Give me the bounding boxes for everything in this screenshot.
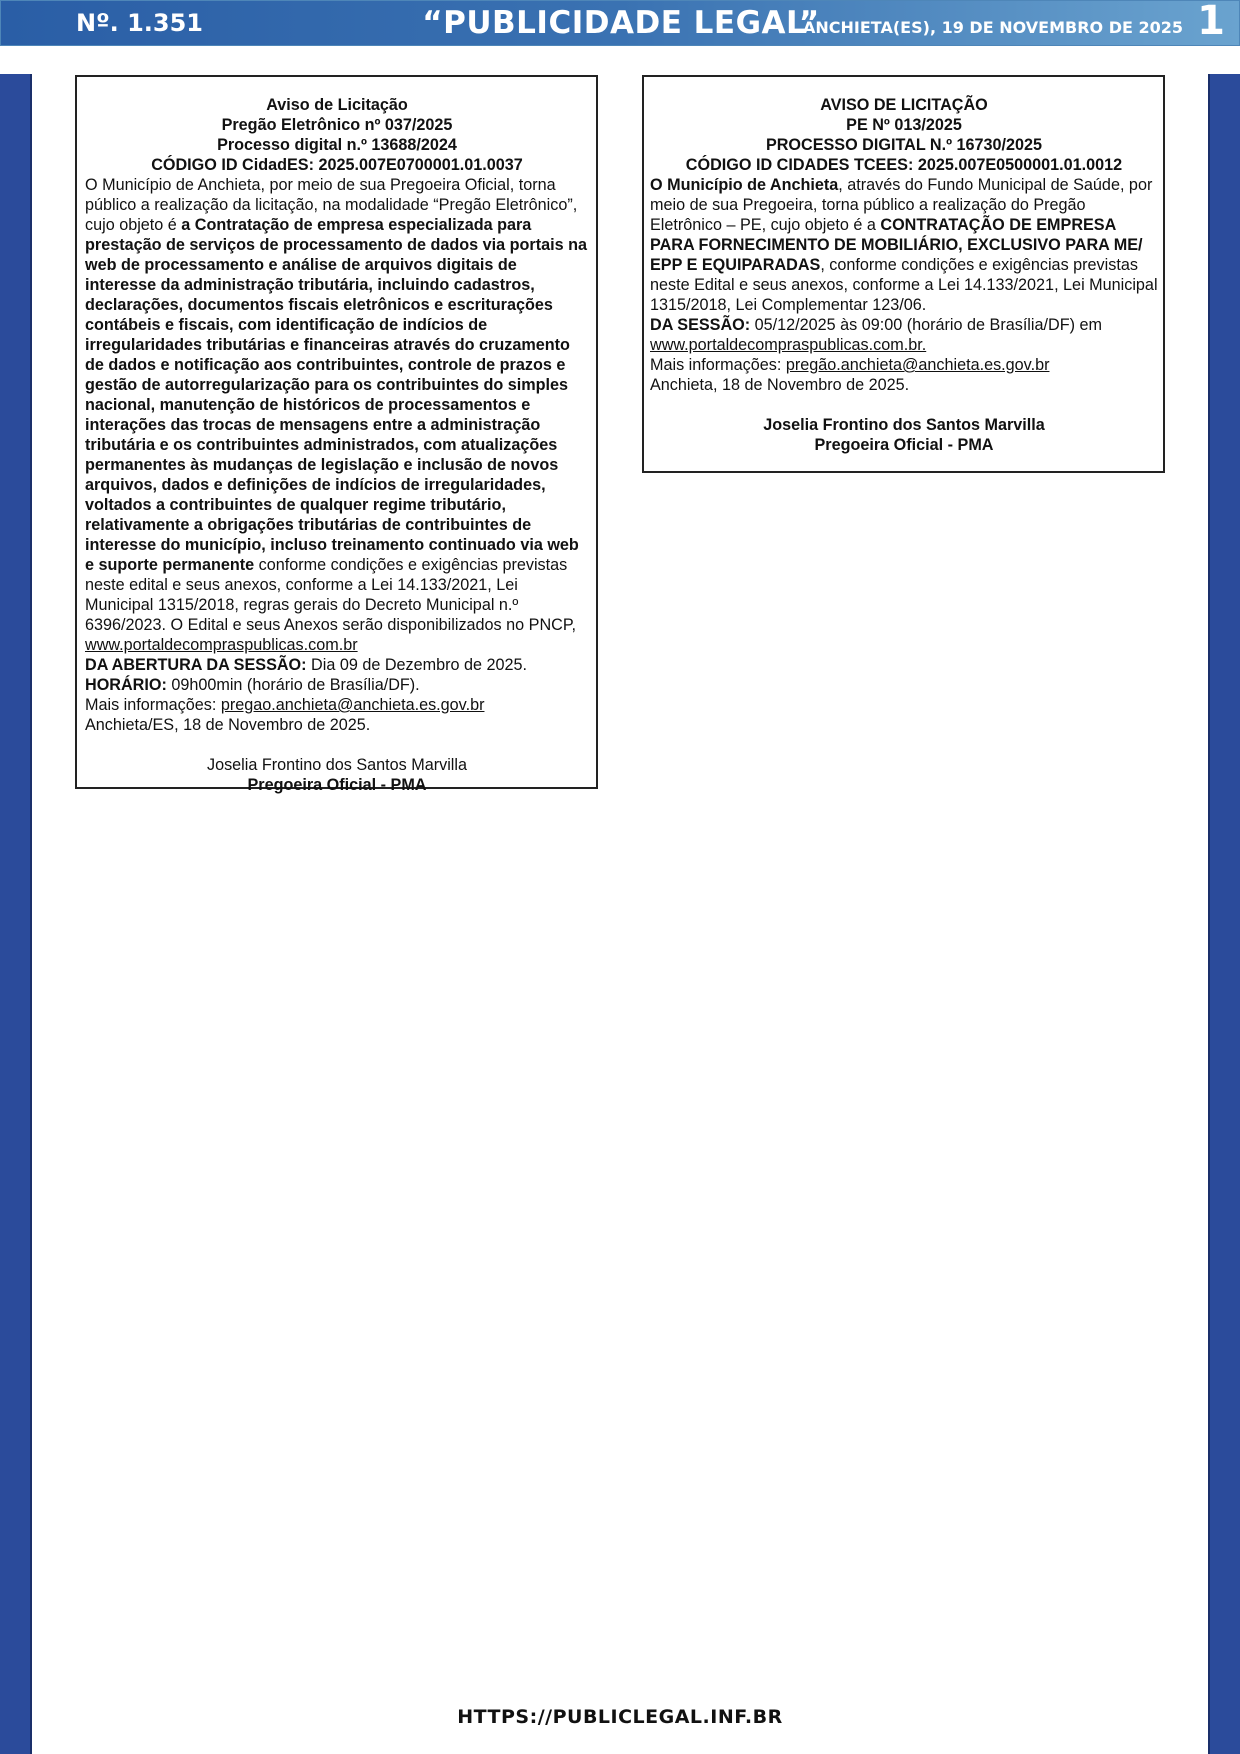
page-number: 1 xyxy=(1197,0,1225,44)
notice-code: CÓDIGO ID CidadES: 2025.007E0700001.01.0037 xyxy=(151,156,523,174)
notice-body xyxy=(85,175,589,655)
page-title: “PUBLICIDADE LEGAL” xyxy=(422,5,820,41)
notice-conditions: conforme condições e exigências previstas neste edital e seus anexos, conforme a Lei 14.133/2021, Lei Municipal 1315/2018, regras gerais do Decreto Municipal n.º 6396/2023. O Edital e seus Anexos serão disponibilizados no PNCP, xyxy=(85,556,577,634)
more-info-label: Mais informações: xyxy=(650,356,786,374)
notice-process: Processo digital n.º 13688/2024 xyxy=(217,136,457,154)
notice-pe-013 xyxy=(642,75,1165,473)
session-label: DA SESSÃO: xyxy=(650,316,751,334)
signer-name: Joselia Frontino dos Santos Marvilla xyxy=(763,416,1045,434)
right-side-bar xyxy=(1208,74,1240,1754)
session-opening-label: DA ABERTURA DA SESSÃO: xyxy=(85,656,307,674)
email-link[interactable]: pregao.anchieta@anchieta.es.gov.br xyxy=(220,696,485,714)
notice-object: a Contratação de empresa especializada para prestação de serviços de processamento de dados via portais na web de processamento e análise de arquivos digitais de interesse da administração tributária, incluindo cadastros, declarações, documentos fiscais eletrônicos e escriturações contábeis e fiscais, com identificação de indícios de irregularidades tributárias e financeiras através do cruzamento de dados e notificação aos contribuintes, controle de prazos e gestão de autorregularização para os contribuintes do simples nacional, manutenção de históricos de processamentos e interações das trocas de mensagens entre a administração tributária e os contribuintes administrados, com atualizações permanentes às mudanças de legislação e inclusão de novos arquivos, dados e definições de indícios de irregularidades, voltados a contribuintes de qualquer regime tributário, relativamente a obrigações tributárias de contribuintes de interesse do município, incluso treinamento continuado via web e suporte permanente xyxy=(85,216,588,574)
page-header xyxy=(0,0,1240,46)
portal-link[interactable]: www.portaldecompraspublicas.com.br xyxy=(85,636,358,654)
session-opening-value: Dia 09 de Dezembro de 2025. xyxy=(306,656,528,674)
session-time xyxy=(85,675,589,695)
signer-role: Pregoeira Oficial - PMA xyxy=(814,436,994,454)
notice-object: CONTRATAÇÃO DE EMPRESA PARA FORNECIMENTO DE MOBILIÁRIO, EXCLUSIVO PARA ME/ EPP E EQUIPARADAS xyxy=(650,216,1143,274)
session-value: 05/12/2025 às 09:00 (horário de Brasília/DF) em xyxy=(750,316,1102,334)
more-info xyxy=(650,355,1158,375)
notice-title: Aviso de Licitação xyxy=(266,96,408,114)
portal-link[interactable]: www.portaldecompraspublicas.com.br. xyxy=(650,336,927,354)
notice-conditions: , conforme condições e exigências previstas neste Edital e seus anexos, conforme a Lei 14.133/2021, Lei Municipal 1315/2018, Lei Complementar 123/06. xyxy=(650,256,1158,314)
notice-pregao-037 xyxy=(75,75,598,794)
session-opening xyxy=(85,655,589,675)
signer-role: Pregoeira Oficial - PMA xyxy=(247,776,427,794)
edition-number: Nº. 1.351 xyxy=(76,9,204,37)
left-side-bar xyxy=(0,74,32,1754)
email-link[interactable]: pregão.anchieta@anchieta.es.gov.br xyxy=(785,356,1050,374)
more-info-label: Mais informações: xyxy=(85,696,221,714)
notice-entity: O Município de Anchieta xyxy=(650,176,839,194)
notice-intro: , através do Fundo Municipal de Saúde, por meio de sua Pregoeira, torna público a realização do Pregão Eletrônico – PE, cujo objeto é a xyxy=(650,176,1153,234)
session-time-label: HORÁRIO: xyxy=(85,676,167,694)
notice-title: AVISO DE LICITAÇÃO xyxy=(820,96,988,114)
place-date: Anchieta/ES, 18 de Novembro de 2025. xyxy=(85,716,371,734)
session-info xyxy=(650,315,1158,355)
session-time-value: 09h00min (horário de Brasília/DF). xyxy=(166,676,420,694)
notice-process: PROCESSO DIGITAL N.º 16730/2025 xyxy=(765,136,1043,154)
notice-intro: O Município de Anchieta, por meio de sua Pregoeira Oficial, torna público a realização da licitação, na modalidade “Pregão Eletrônico”, cujo objeto é xyxy=(85,176,578,234)
edition-date: ANCHIETA(ES), 19 DE NOVEMBRO DE 2025 xyxy=(803,18,1183,37)
signer-name: Joselia Frontino dos Santos Marvilla xyxy=(206,756,468,774)
notice-subtitle: PE Nº 013/2025 xyxy=(846,116,962,134)
more-info xyxy=(85,695,589,715)
notice-body xyxy=(650,175,1158,315)
notice-subtitle: Pregão Eletrônico nº 037/2025 xyxy=(221,116,453,134)
notice-code: CÓDIGO ID CIDADES TCEES: 2025.007E0500001.01.0012 xyxy=(685,156,1123,174)
place-date: Anchieta, 18 de Novembro de 2025. xyxy=(650,376,910,394)
footer-url[interactable]: HTTPS://PUBLICLEGAL.INF.BR xyxy=(457,1706,783,1728)
